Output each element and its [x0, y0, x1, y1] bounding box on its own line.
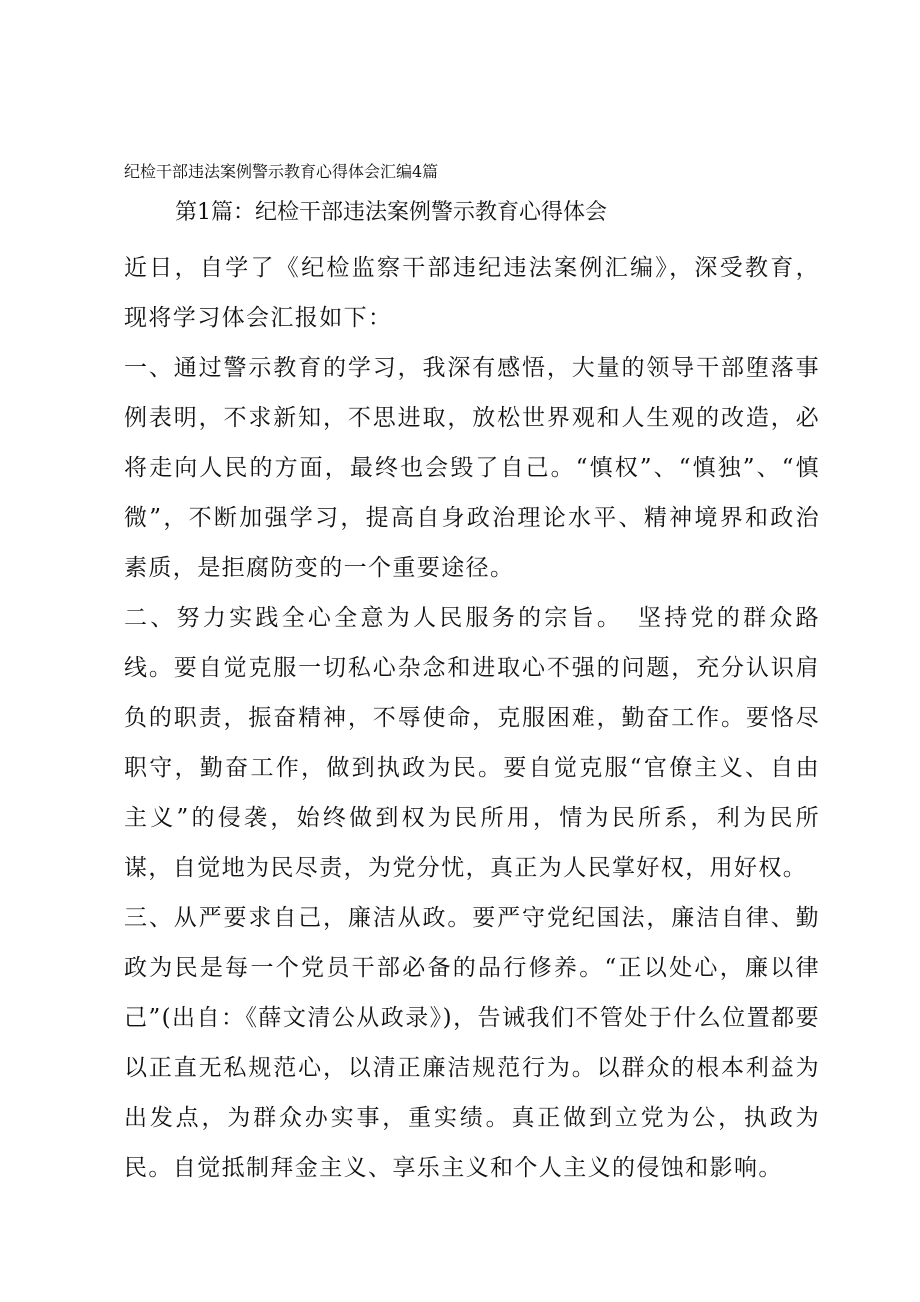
document-header: 纪检干部违法案例警示教育心得体会汇编4篇 [124, 162, 439, 181]
paragraph-section-1: 一、通过警示教育的学习，我深有感悟，大量的领导干部堕落事例表明，不求新知，不思进取，放松世界观和人生观的改造，必将走向人民的方面，最终也会毁了自己。“慎权”、“慎独”、“慎微”，不断加强学习，提高自身政治理论水平、精神境界和政治素质，是拒腐防变的一个重要途径。 [124, 355, 820, 581]
article-body [124, 243, 820, 1193]
paragraph-intro: 近日，自学了《纪检监察干部违纪违法案例汇编》，深受教育，现将学习体会汇报如下： [124, 255, 820, 331]
paragraph-section-3: 三、从严要求自己，廉洁从政。要严守党纪国法，廉洁自律、勤政为民是每一个党员干部必备的品行修养。“正以处心，廉以律己”(出自：《薛文清公从政录》)，告诫我们不管处于什么位置都要以正直无私规范心，以清正廉洁规范行为。以群众的根本利益为出发点，为群众办实事，重实绩。真正做到立党为公，执政为民。自觉抵制拜金主义、享乐主义和个人主义的侵蚀和影响。 [124, 905, 820, 1181]
article-title: 第1篇：纪检干部违法案例警示教育心得体会 [175, 200, 607, 225]
paragraph-section-2: 二、努力实践全心全意为人民服务的宗旨。 坚持党的群众路线。要自觉克服一切私心杂念和进取心不强的问题，充分认识肩负的职责，振奋精神，不辱使命，克服困难，勤奋工作。要恪尽职守，勤奋工作，做到执政为民。要自觉克服“官僚主义、自由主义”的侵袭，始终做到权为民所用，情为民所系，利为民所谋，自觉地为民尽责，为党分忧，真正为人民掌好权，用好权。 [124, 605, 820, 881]
